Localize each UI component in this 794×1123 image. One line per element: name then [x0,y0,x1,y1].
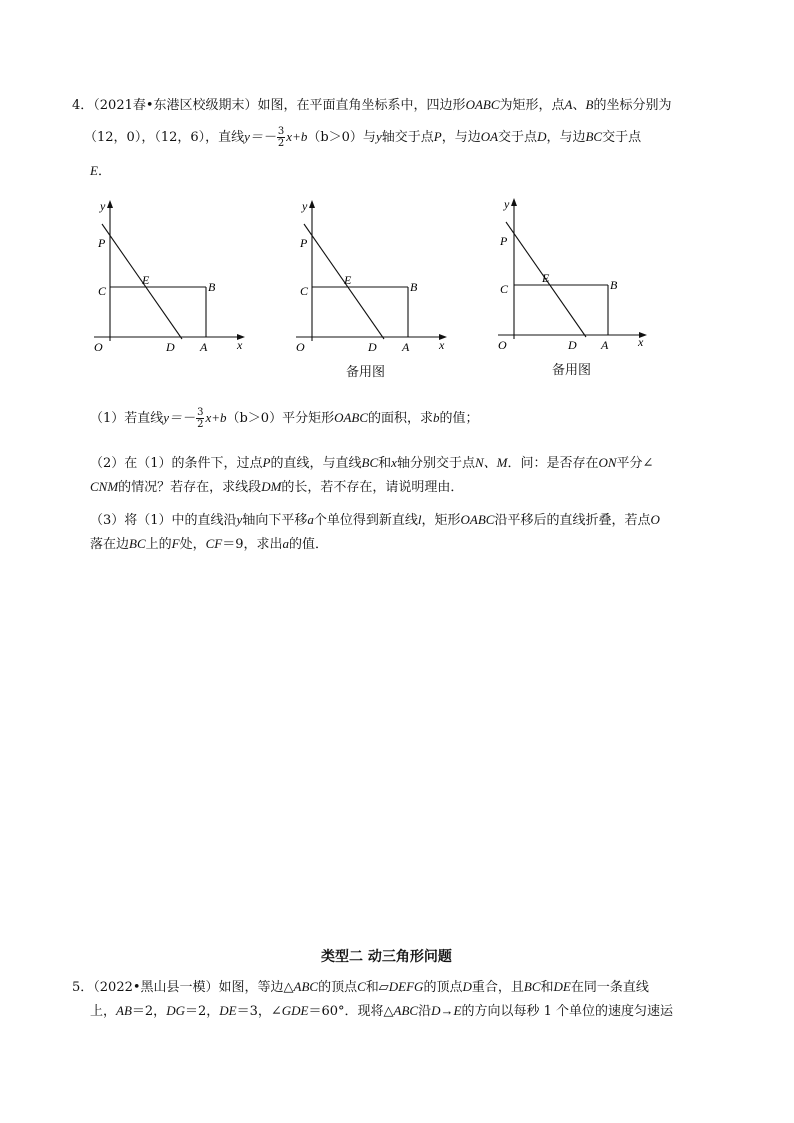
q5-line-1: 5．（2022•黑山县一模）如图，等边△ABC的顶点C和▱DEFG的顶点D重合，且BC和DE在同一条直线 [72,979,649,995]
figure-backup-2 [494,194,659,354]
q4-sub2-line-1: （2）在（1）的条件下，过点P的直线，与直线BC和x轴分别交于点N、M．问：是否存在ON平分∠ [90,455,654,471]
q4-sub1: （1）若直线y＝－ $\frac{3}{2}$ x+b（b＞0）平分矩形OABC的面积，求b的值； [90,407,479,430]
label-C: C [98,284,107,298]
figure-main [90,196,255,356]
label-C: C [300,284,309,298]
label-O: O [94,340,103,354]
q5-line-2: 上，AB＝2，DG＝2，DE＝3，∠GDE＝60°．现将△ABC沿D→E的方向以每秒 1 个单位的速度匀速运 [90,1003,673,1019]
label-O: O [498,338,507,352]
q4-sub3-line-1: （3）将（1）中的直线沿y轴向下平移a个单位得到新直线l，矩形OABC沿平移后的直线折叠，若点O [90,512,660,528]
q4-line-3: E． [90,163,111,179]
label-O: O [296,340,305,354]
label-y: y [504,197,510,211]
label-D: D [568,338,577,352]
q4-line-1: 4．（2021春•东港区校级期末）如图，在平面直角坐标系中，四边形OABC为矩形，点A、B的坐标分别为 [72,97,672,113]
label-E: E [542,271,550,285]
label-D: D [166,340,175,354]
label-E: E [142,273,150,287]
label-D: D [368,340,377,354]
label-A: A [601,338,609,352]
label-A: A [200,340,208,354]
fraction: $\frac{3}{2}$ [277,126,285,149]
y-axis-arrow [107,200,113,208]
caption-backup-1: 备用图 [346,365,386,380]
label-P: P [300,236,308,250]
label-y: y [302,199,308,213]
y-axis-arrow [309,200,315,208]
label-P: P [98,236,106,250]
label-B: B [410,280,418,294]
label-A: A [402,340,410,354]
label-x: x [439,338,445,352]
label-B: B [610,278,618,292]
fraction: $\frac{3}{2}$ [197,407,204,430]
label-P: P [500,234,508,248]
y-axis-arrow [511,198,517,206]
section-title: 类型二 动三角形问题 [321,949,452,965]
q4-sub2-line-2: CNM的情况？若存在，求线段DM的长，若不存在，请说明理由． [90,479,464,495]
caption-backup-2: 备用图 [552,363,592,378]
q4-line-2: （12，0），（12，6），直线y＝－ $\frac{3}{2}$ x+b（b＞0）与y轴交于点P，与边OA交于点D，与边BC交于点 [84,126,642,149]
q4-sub3-line-2: 落在边BC上的F处，CF＝9，求出a的值． [90,536,329,552]
label-C: C [500,282,509,296]
label-B: B [208,280,216,294]
figure-backup-1 [292,196,457,356]
label-y: y [100,199,106,213]
label-E: E [344,273,352,287]
label-x: x [237,338,243,352]
label-x: x [638,335,644,349]
